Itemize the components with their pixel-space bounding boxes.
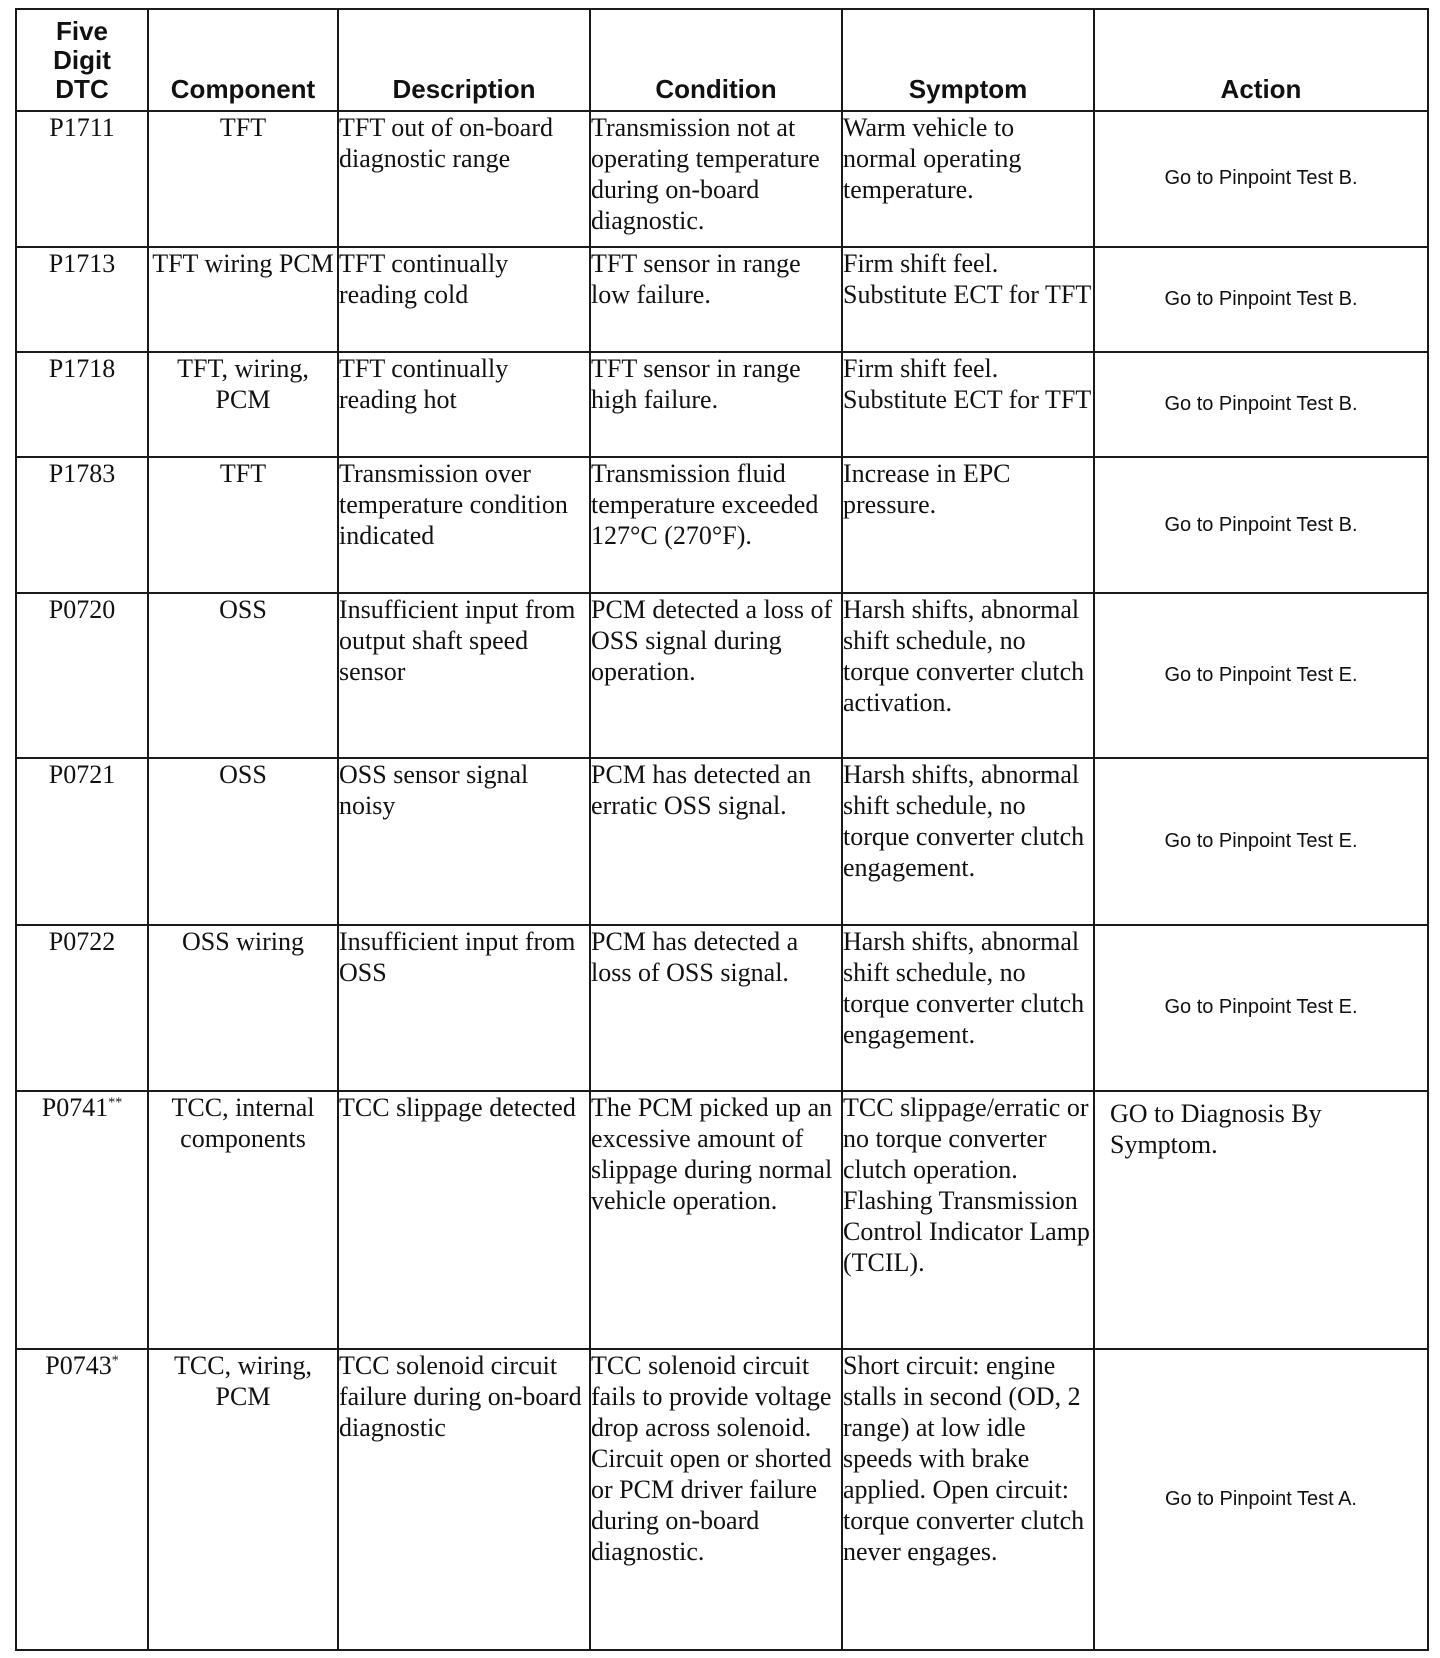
- dtc-code: P1783: [48, 459, 116, 489]
- dtc-cell: [16, 247, 148, 352]
- component-cell: TFT: [148, 457, 338, 593]
- dtc-note-mark: *: [111, 1353, 119, 1369]
- symptom-cell: Firm shift feel. Substitute ECT for TFT: [842, 247, 1094, 352]
- symptom-cell: TCC slippage/erratic or no torque converter clutch operation. Flashing Transmission Control Indicator Lamp (TCIL).: [842, 1091, 1094, 1349]
- header-condition: Condition: [590, 9, 842, 111]
- table-row: [16, 1349, 1428, 1650]
- action-cell: Go to Pinpoint Test E.: [1094, 593, 1428, 758]
- action-cell: Go to Pinpoint Test B.: [1094, 457, 1428, 593]
- header-dtc: Five Digit DTC: [16, 9, 148, 111]
- table-row: [16, 758, 1428, 924]
- dtc-cell: [16, 1349, 148, 1650]
- table-row: [16, 593, 1428, 758]
- component-cell: OSS wiring: [148, 925, 338, 1091]
- symptom-cell: Increase in EPC pressure.: [842, 457, 1094, 593]
- symptom-cell: Harsh shifts, abnormal shift schedule, no torque converter clutch engagement.: [842, 925, 1094, 1091]
- condition-cell: The PCM picked up an excessive amount of slippage during normal vehicle operation.: [590, 1091, 842, 1349]
- condition-cell: PCM has detected a loss of OSS signal.: [590, 925, 842, 1091]
- dtc-cell: [16, 457, 148, 593]
- table-row: [16, 247, 1428, 352]
- action-cell: Go to Pinpoint Test E.: [1094, 758, 1428, 924]
- dtc-code: P0743: [45, 1350, 112, 1380]
- table-row: [16, 1091, 1428, 1349]
- symptom-cell: Harsh shifts, abnormal shift schedule, no torque converter clutch activation.: [842, 593, 1094, 758]
- header-row: [16, 9, 1428, 111]
- action-cell: Go to Pinpoint Test B.: [1094, 111, 1428, 247]
- dtc-cell: [16, 352, 148, 457]
- condition-cell: TFT sensor in range high failure.: [590, 352, 842, 457]
- condition-cell: PCM has detected an erratic OSS signal.: [590, 758, 842, 924]
- description-cell: TFT continually reading cold: [338, 247, 590, 352]
- symptom-cell: Warm vehicle to normal operating temperature.: [842, 111, 1094, 247]
- description-cell: TFT continually reading hot: [338, 352, 590, 457]
- dtc-cell: [16, 111, 148, 247]
- description-cell: TCC solenoid circuit failure during on-board diagnostic: [338, 1349, 590, 1650]
- component-cell: OSS: [148, 593, 338, 758]
- header-description: Description: [338, 9, 590, 111]
- table-row: [16, 457, 1428, 593]
- component-cell: TFT, wiring, PCM: [148, 352, 338, 457]
- dtc-cell: [16, 593, 148, 758]
- description-cell: TFT out of on-board diagnostic range: [338, 111, 590, 247]
- condition-cell: TFT sensor in range low failure.: [590, 247, 842, 352]
- dtc-code: P0720: [48, 595, 116, 625]
- dtc-code: P0722: [48, 926, 116, 956]
- table-row: [16, 352, 1428, 457]
- table-row: [16, 925, 1428, 1091]
- dtc-code: P0721: [48, 760, 116, 790]
- header-symptom: Symptom: [842, 9, 1094, 111]
- dtc-code: P1718: [48, 354, 116, 384]
- description-cell: OSS sensor signal noisy: [338, 758, 590, 924]
- symptom-cell: Firm shift feel. Substitute ECT for TFT: [842, 352, 1094, 457]
- symptom-cell: Short circuit: engine stalls in second (OD, 2 range) at low idle speeds with brake applied. Open circuit: torque converter clutch never engages.: [842, 1349, 1094, 1650]
- component-cell: TCC, wiring, PCM: [148, 1349, 338, 1650]
- dtc-note-mark: **: [108, 1095, 123, 1111]
- dtc-table: [15, 8, 1429, 1651]
- condition-cell: TCC solenoid circuit fails to provide voltage drop across solenoid. Circuit open or shorted or PCM driver failure during on-board diagnostic.: [590, 1349, 842, 1650]
- symptom-cell: Harsh shifts, abnormal shift schedule, no torque converter clutch engagement.: [842, 758, 1094, 924]
- component-cell: TFT: [148, 111, 338, 247]
- action-cell: Go to Pinpoint Test B.: [1094, 352, 1428, 457]
- condition-cell: Transmission fluid temperature exceeded 127°C (270°F).: [590, 457, 842, 593]
- description-cell: Transmission over temperature condition indicated: [338, 457, 590, 593]
- action-cell: Go to Pinpoint Test B.: [1094, 247, 1428, 352]
- dtc-code: P1711: [49, 113, 115, 142]
- description-cell: TCC slippage detected: [338, 1091, 590, 1349]
- header-component: Component: [148, 9, 338, 111]
- table-row: [16, 111, 1428, 247]
- component-cell: TFT wiring PCM: [148, 247, 338, 352]
- description-cell: Insufficient input from OSS: [338, 925, 590, 1091]
- component-cell: OSS: [148, 758, 338, 924]
- action-cell: Go to Pinpoint Test E.: [1094, 925, 1428, 1091]
- description-cell: Insufficient input from output shaft speed sensor: [338, 593, 590, 758]
- condition-cell: PCM detected a loss of OSS signal during operation.: [590, 593, 842, 758]
- action-cell: Go to Pinpoint Test A.: [1094, 1349, 1428, 1650]
- dtc-code: P0741: [41, 1092, 109, 1122]
- header-action: Action: [1094, 9, 1428, 111]
- action-cell: GO to Diagnosis By Symptom.: [1094, 1091, 1428, 1349]
- condition-cell: Transmission not at operating temperature during on-board diagnostic.: [590, 111, 842, 247]
- dtc-cell: [16, 925, 148, 1091]
- dtc-cell: [16, 758, 148, 924]
- dtc-cell: [16, 1091, 148, 1349]
- component-cell: TCC, internal components: [148, 1091, 338, 1349]
- dtc-code: P1713: [48, 248, 116, 278]
